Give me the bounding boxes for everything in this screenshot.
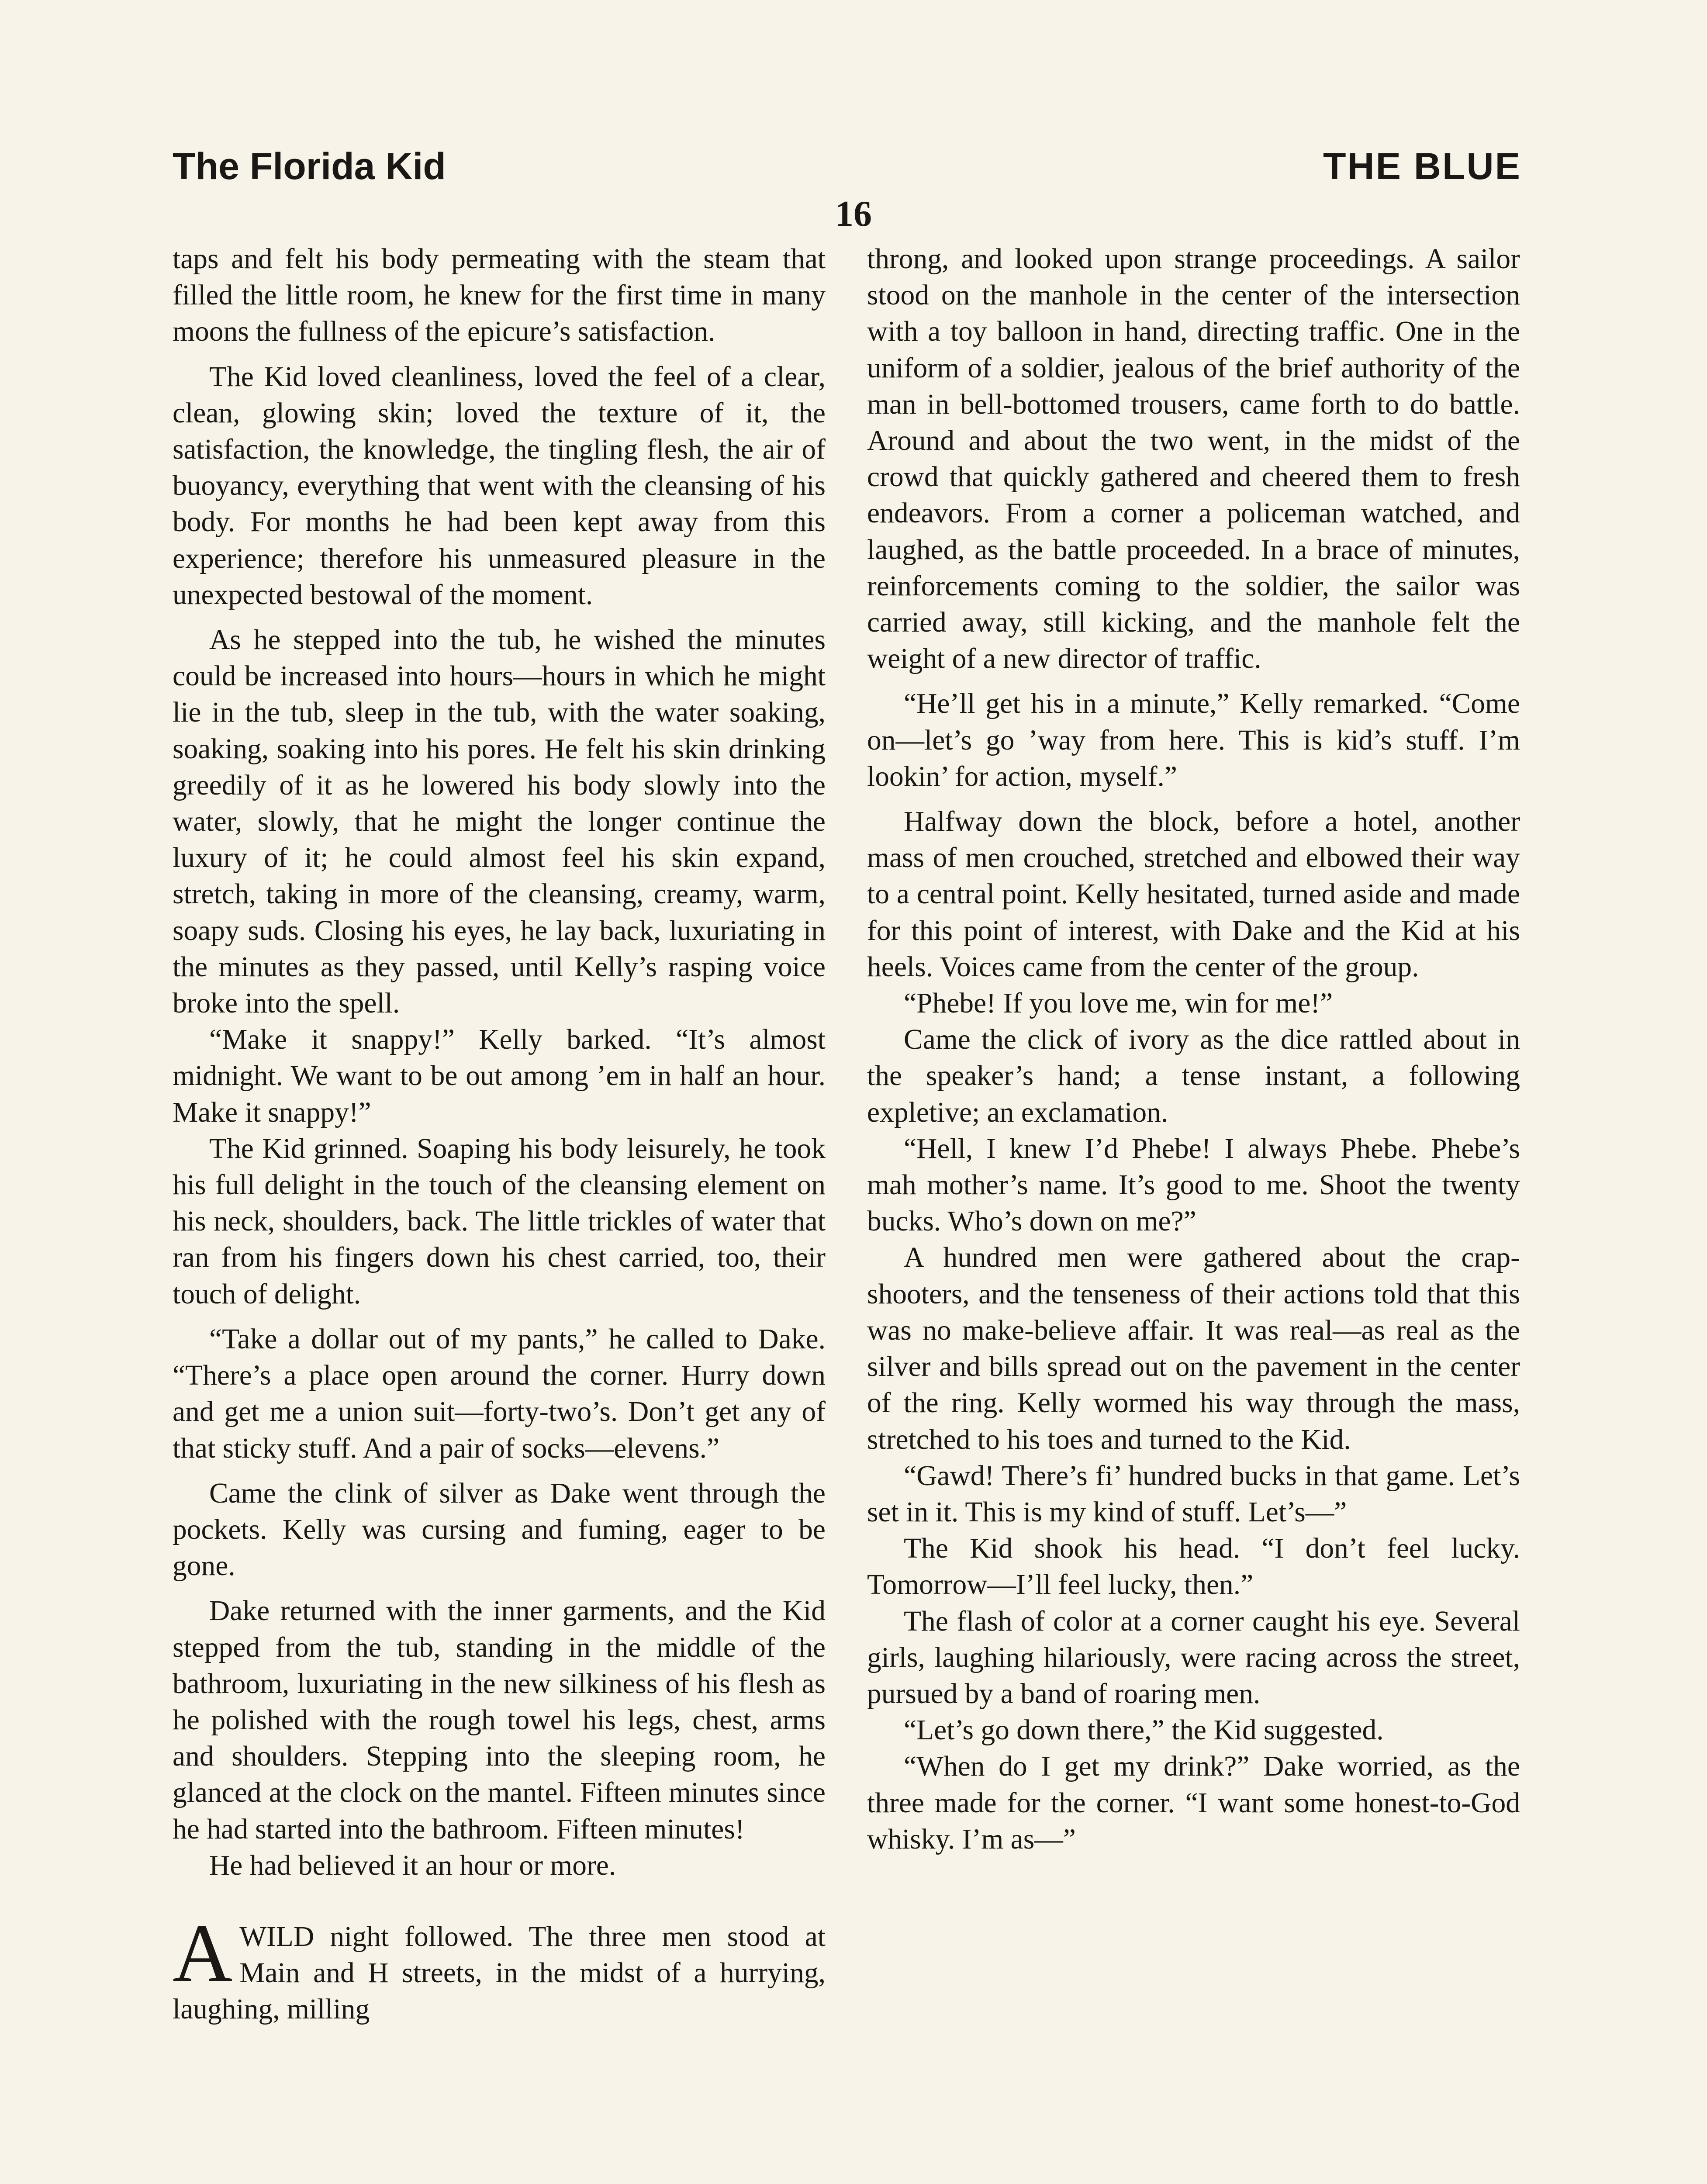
paragraph: “Gawd! There’s fi’ hundred bucks in that game. Let’s set in it. This is my kind of stuff. Let’s—” xyxy=(867,1460,1520,1528)
paragraph: throng, and looked upon strange proceedings. A sailor stood on the manhole in the center of the intersection with a toy balloon in hand, directing traffic. One in the uniform of a soldier, jealous of the brief authority of the man in bell-bottomed trousers, came forth to do battle. Around and about the two went, in the midst of the crowd that quickly gathered and cheered them to fresh endeavors. From a corner a policeman watched, and laughed, as the battle proceeded. In a brace of minutes, reinforcements coming to the soldier, the sailor was carried away, still kicking, and the manhole felt the weight of a new director of traffic. xyxy=(867,243,1520,675)
paragraph: “Make it snappy!” Kelly barked. “It’s almost midnight. We want to be out among ’em in half an hour. Make it snappy!” xyxy=(173,1024,826,1128)
paragraph: The flash of color at a corner caught his eye. Several girls, laughing hilariously, were racing across the street, pursued by a band of roaring men. xyxy=(867,1605,1520,1710)
paragraph: Dake returned with the inner garments, and the Kid stepped from the tub, standing in the middle of the bathroom, luxuriating in the new silkiness of his flesh as he polished with the rough towel his legs, chest, arms and shoulders. Stepping into the sleeping room, he glanced at the clock on the mantel. Fifteen minutes since he had started into the bathroom. Fifteen minutes! xyxy=(173,1595,826,1845)
paragraph: “Phebe! If you love me, win for me!” xyxy=(904,988,1333,1019)
paragraph: As he stepped into the tub, he wished the minutes could be increased into hours—hours in which he might lie in the tub, sleep in the tub, with the water soaking, soaking, soaking into his pores. He felt his skin drinking greedily of it as he lowered his body slowly into the water, slowly, that he might the longer continue the luxury of it; he could almost feel his skin expand, stretch, taking in more of the cleansing, creamy, warm, soapy suds. Closing his eyes, he lay back, luxuriating in the minutes as they passed, until Kelly’s rasping voice broke into the spell. xyxy=(173,624,826,1019)
paragraph: Came the click of ivory as the dice rattled about in the speaker’s hand; a tense instant, a following expletive; an exclamation. xyxy=(867,1024,1520,1128)
running-title-right: THE BLUE xyxy=(1323,145,1521,187)
paragraph: “Let’s go down there,” the Kid suggested. xyxy=(904,1714,1384,1746)
paragraph: He had believed it an hour or more. xyxy=(209,1849,616,1881)
left-column xyxy=(173,241,826,2028)
paragraph-text: WILD night followed. The three men stood at Main and H streets, in the midst of a hurrying, laughing, milling xyxy=(173,1921,826,2025)
paragraph: “Hell, I knew I’d Phebe! I always Phebe. Phebe’s mah mother’s name. It’s good to me. Shoot the twenty bucks. Who’s down on me?” xyxy=(867,1133,1520,1237)
section-opening-paragraph xyxy=(173,1907,826,2028)
paragraph: Came the clink of silver as Dake went through the pockets. Kelly was cursing and fuming, eager to be gone. xyxy=(173,1477,826,1582)
paragraph: “He’ll get his in a minute,” Kelly remarked. “Come on—let’s go ’way from here. This is kid’s stuff. I’m lookin’ for action, myself.” xyxy=(867,688,1520,792)
paragraph: A hundred men were gathered about the crap-shooters, and the tenseness of their actions told that this was no make-believe affair. It was real—as real as the silver and bills spread out on the pavement in the center of the ring. Kelly wormed his way through the mass, stretched to his toes and turned to the Kid. xyxy=(867,1242,1520,1455)
paragraph: “When do I get my drink?” Dake worried, as the three made for the corner. “I want some honest-to-God whisky. I’m as—” xyxy=(867,1751,1520,1855)
paragraph: taps and felt his body permeating with the steam that filled the little room, he knew for the first time in many moons the fullness of the epicure’s satisfaction. xyxy=(173,243,826,348)
paragraph: The Kid grinned. Soaping his body leisurely, he took his full delight in the touch of the cleansing element on his neck, shoulders, back. The little trickles of water that ran from his fingers down his chest carried, too, their touch of delight. xyxy=(173,1133,826,1310)
drop-cap: A xyxy=(173,1907,233,1999)
right-column xyxy=(867,241,1520,1858)
paragraph: The Kid shook his head. “I don’t feel lucky. Tomorrow—I’ll feel lucky, then.” xyxy=(867,1533,1520,1601)
paragraph: Halfway down the block, before a hotel, another mass of men crouched, stretched and elbowed their way to a central point. Kelly hesitated, turned aside and made for this point of interest, with Dake and the Kid at his heels. Voices came from the center of the group. xyxy=(867,806,1520,983)
running-title-left: The Florida Kid xyxy=(173,145,446,187)
paragraph: “Take a dollar out of my pants,” he called to Dake. “There’s a place open around the corner. Hurry down and get me a union suit—forty-two’s. Don’t get any of that sticky stuff. And a pair of socks—elevens.” xyxy=(173,1323,826,1464)
paragraph: The Kid loved cleanliness, loved the feel of a clear, clean, glowing skin; loved the texture of it, the satisfaction, the knowledge, the tingling flesh, the air of buoyancy, everything that went with the cleansing of his body. For months he had been kept away from this experience; therefore his unmeasured pleasure in the unexpected bestowal of the moment. xyxy=(173,361,826,611)
page-number: 16 xyxy=(835,194,872,234)
